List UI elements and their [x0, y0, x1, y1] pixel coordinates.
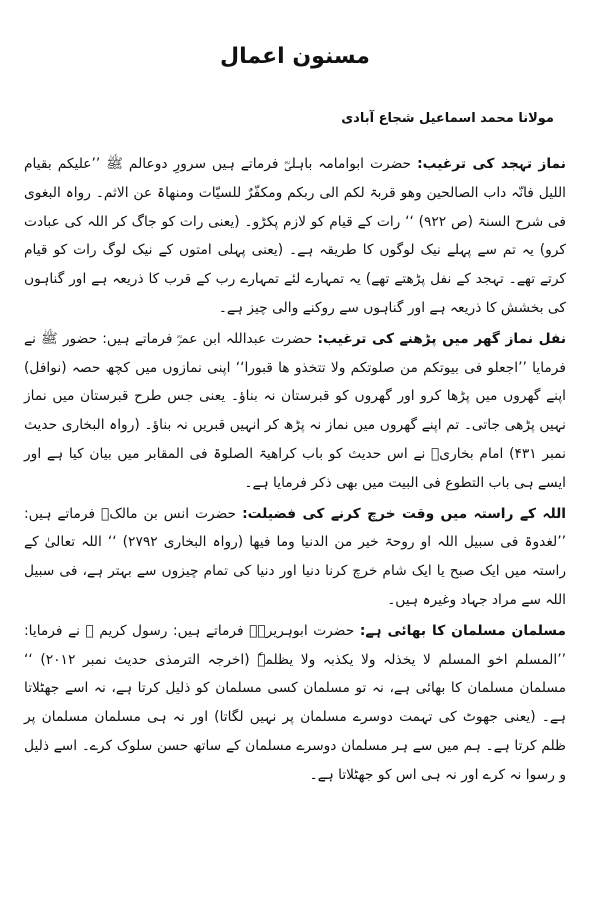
paragraph-muslim-brother [24, 617, 566, 790]
paragraph-tahajjud [24, 150, 566, 323]
section-heading: اللہ کے راستہ میں وقت خرچ کرنے کی فضیلت: [242, 505, 566, 522]
page-title: مسنون اعمال [220, 44, 370, 69]
author-name: مولانا محمد اسماعیل شجاع آبادی [341, 111, 554, 126]
section-heading: نماز تہجد کی ترغیب: [417, 156, 566, 172]
paragraph-nafl-at-home [24, 325, 566, 498]
paragraph-fi-sabilillah [24, 500, 566, 615]
paragraph-text: حضرت ابوامامہ باہلیؓ فرماتے ہیں سرورِ دوعالم ﷺ ’’علیکم بقیام اللیل فانّہ داب الصالحین وھو قربۃ لکم الی ربکم ومکفّرٌ للسیّات ومنھاۃ عن الاثم۔ رواہ البغوی فی شرح السنۃ (ص ۹۲۲) ‘‘ رات کے قیام کو لازم پکڑو۔ (یعنی رات کو جاگ کر اللہ کی عبادت کرو) یہ تم سے پہلے نیک لوگوں کا طریقہ ہے۔ (یعنی پہلی امتوں کے نیک لوگ رات کو قیام کرتے تھے۔ تہجد کے نفل پڑھتے تھے) یہ تمہارے لئے تمہارے رب کے قرب کا ذریعہ ہے اور گناہوں کی بخشش کا ذریعہ ہے اور گناہوں سے روکنے والی چیز ہے۔ [24, 156, 566, 316]
paragraph-text: حضرت انس بن مالکؓ فرماتے ہیں: ’’لغدوۃ فی سبیل اللہ او روحۃ خیر من الدنیا وما فیھا (رواہ البخاری ۲۷۹۲) ‘‘ اللہ تعالیٰ کے راستہ میں ایک صبح یا ایک شام خرچ کرنا دنیا اور دنیا کی تمام چیزوں سے بہتر ہے، فی سبیل اللہ سے مراد جہاد وغیرہ ہیں۔ [24, 505, 566, 608]
paragraph-text: حضرت عبداللہ ابن عمرؓ فرماتے ہیں: حضور ﷺ نے فرمایا ’’اجعلو فی بیوتکم من صلوتکم ولا تتخذو ھا قبورا‘‘ اپنی نمازوں میں کچھ حصہ (نوافل) اپنے گھروں میں پڑھا کرو اور گھروں کو قبرستان نہ بناؤ۔ یعنی جس طرح قبرستان میں نماز نہیں پڑھی جاتی۔ تم اپنے گھروں میں نماز نہ پڑھ کر انہیں قبریں نہ بناؤ۔ (رواہ البخاری حدیث نمبر ۴۳۱) امام بخاریؒ نے اس حدیث کو باب کراھیۃ الصلوۃ فی المقابر میں بیان کیا ہے اور ایسے ہی باب التطوع فی البیت میں بھی ذکر فرمایا ہے۔ [24, 330, 566, 491]
paragraph-text: حضرت ابوہریرہؓ فرماتے ہیں: رسول کریم ﷺ نے فرمایا: ’’المسلم اخو المسلم لا یخذلہ ولا یکذبہ ولا یظلمہٗ (اخرجہ الترمذی حدیث نمبر ۲۰۱۲) ‘‘ مسلمان مسلمان کا بھائی ہے، نہ تو مسلمان کسی مسلمان کو ذلیل کرتا ہے، نہ اسے جھٹلاتا ہے۔ (یعنی جھوٹ کی تہمت دوسرے مسلمان پر نہیں لگاتا) اور نہ ہی مسلمان مسلمان پر ظلم کرتا ہے۔ ہم میں سے ہر مسلمان دوسرے مسلمان کے ساتھ حسن سلوک کرے۔ اسے ذلیل و رسوا نہ کرے اور نہ ہی اس کو جھٹلاتا ہے۔ [24, 622, 566, 783]
section-heading: مسلمان مسلمان کا بھائی ہے: [359, 622, 566, 639]
article-body [24, 150, 566, 790]
section-heading: نفل نماز گھر میں پڑھنے کی ترغیب: [317, 330, 566, 347]
